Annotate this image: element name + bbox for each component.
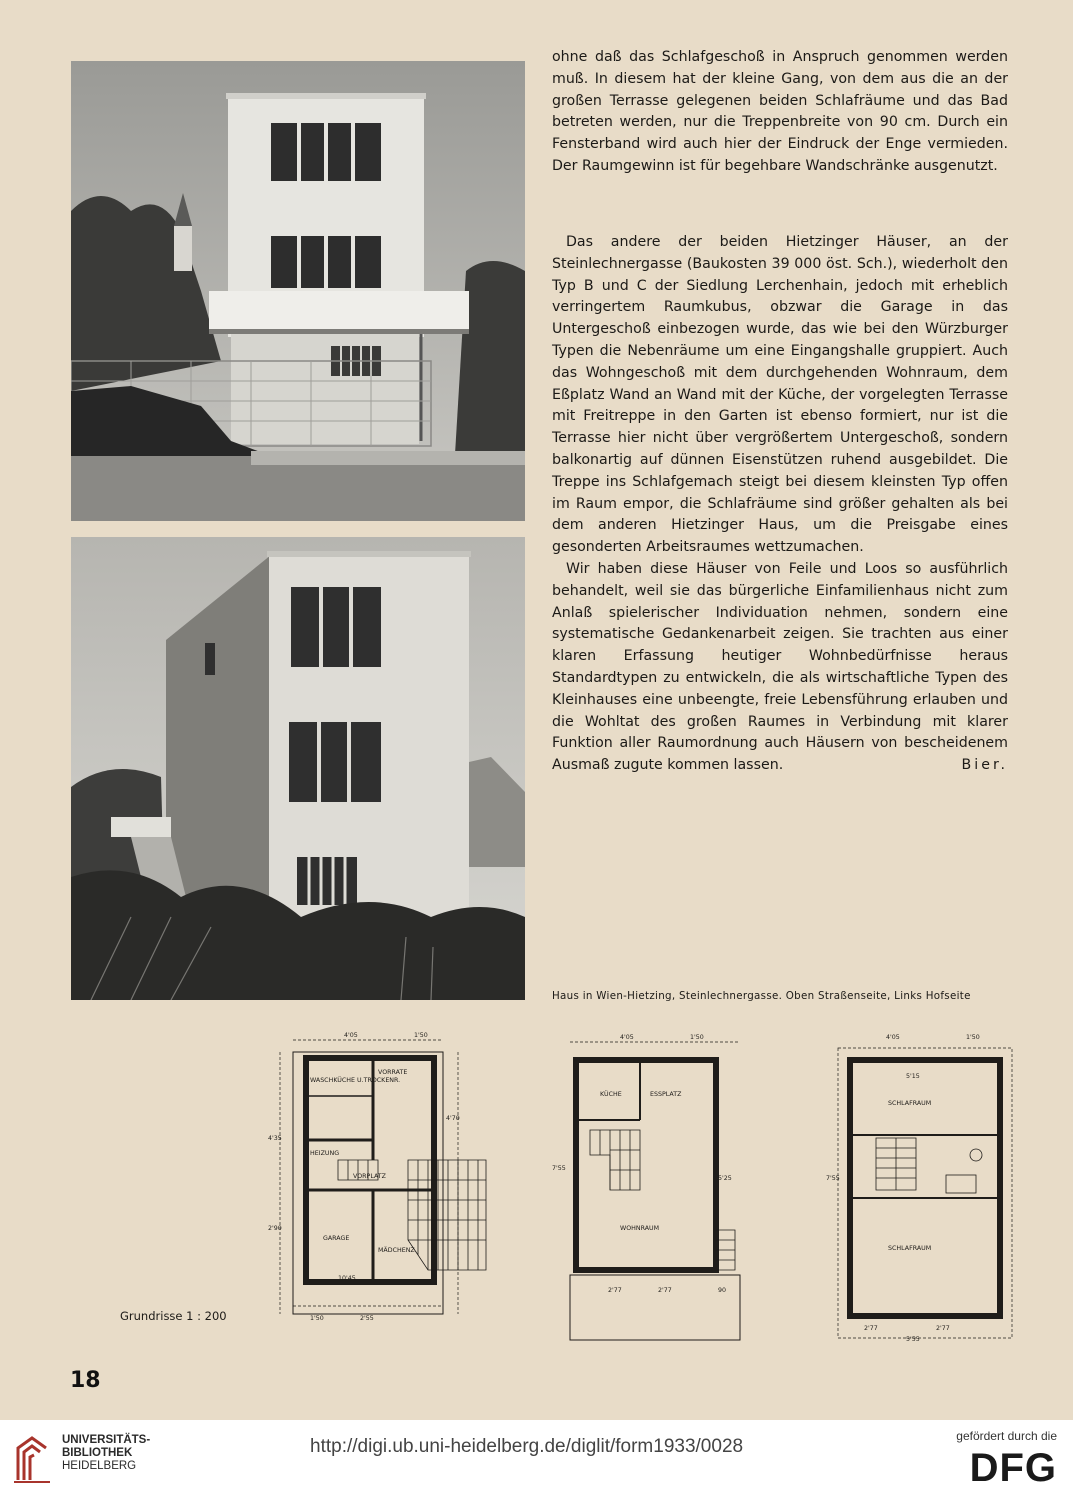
university-line-1: UNIVERSITÄTS- bbox=[62, 1434, 151, 1446]
dimension-label: 4'05 bbox=[886, 1034, 900, 1041]
dimension-label: 2'90 bbox=[268, 1225, 282, 1232]
room-label: KÜCHE bbox=[600, 1091, 622, 1098]
dimension-label: 7'55 bbox=[552, 1165, 566, 1172]
dimension-label: 90 bbox=[718, 1287, 727, 1294]
dimension-label: 2'77 bbox=[608, 1287, 622, 1294]
photo-caption: Haus in Wien-Hietzing, Steinlechnergasse. Oben Straßenseite, Links Hofseite bbox=[552, 990, 971, 1002]
dimension-label: 4'70 bbox=[446, 1115, 460, 1122]
room-label: GARAGE bbox=[323, 1235, 350, 1242]
dimension-label: 2'77 bbox=[864, 1325, 878, 1332]
dimension-label: 2'77 bbox=[658, 1287, 672, 1294]
article-paragraph-1: ohne daß das Schlafgeschoß in Anspruch genommen werden muß. In diesem hat der kleine Gang, von dem aus die an der großen Terrasse gelegenen beiden Schlafräume und das Bad betreten werden, nur die Treppenbreite von 90 cm. Durch ein Fensterband wird auch hier der Eindruck der Enge vermieden. Der Raumgewinn ist für begehbare Wandschränke ausgenutzt. bbox=[552, 49, 1008, 174]
room-label: WOHNRAUM bbox=[620, 1225, 660, 1232]
room-label: ESSPLATZ bbox=[650, 1091, 682, 1098]
room-label: VORPLATZ bbox=[353, 1173, 386, 1180]
footer bbox=[0, 1420, 1073, 1494]
dfg-logo[interactable]: DFG bbox=[969, 1446, 1057, 1490]
room-label: WASCHKÜCHE U.TROCKENR. bbox=[310, 1077, 401, 1084]
university-line-3: HEIDELBERG bbox=[62, 1460, 137, 1472]
dimension-label: 7'55 bbox=[826, 1175, 840, 1182]
floor-plan-living bbox=[550, 1030, 750, 1342]
dimension-label: 4'05 bbox=[344, 1032, 358, 1039]
dimension-label: 2'55 bbox=[360, 1315, 374, 1322]
university-line-2: BIBLIOTHEK bbox=[62, 1447, 133, 1459]
dimension-label: 1'50 bbox=[310, 1315, 324, 1322]
article-paragraphs bbox=[552, 232, 1008, 777]
room-label: MÄDCHENZ. bbox=[378, 1247, 417, 1254]
room-label: SCHLAFRAUM bbox=[888, 1100, 932, 1107]
dimension-label: 2'77 bbox=[936, 1325, 950, 1332]
author-signature: Bier. bbox=[961, 757, 1008, 774]
dimension-label: 1'50 bbox=[966, 1034, 980, 1041]
university-name bbox=[62, 1434, 150, 1473]
article-paragraph-3 bbox=[552, 559, 1008, 777]
room-label: HEIZUNG bbox=[310, 1150, 340, 1157]
floor-plan-bedroom bbox=[826, 1030, 1016, 1342]
room-label: SCHLAFRAUM bbox=[888, 1245, 932, 1252]
funding-note: gefördert durch die bbox=[956, 1429, 1057, 1443]
dimension-label: 5'55 bbox=[906, 1336, 920, 1342]
room-label: VORRATE bbox=[378, 1069, 408, 1076]
university-logo-icon[interactable] bbox=[10, 1430, 54, 1486]
dimension-label: 5'25 bbox=[718, 1175, 732, 1182]
document-url-link[interactable]: http://digi.ub.uni-heidelberg.de/diglit/form1933/0028 bbox=[310, 1436, 744, 1457]
floor-plan-ground bbox=[268, 1030, 498, 1322]
photo-garden-side bbox=[71, 537, 525, 1000]
dimension-label: 4'35 bbox=[268, 1135, 282, 1142]
dimension-label: 1'50 bbox=[690, 1034, 704, 1041]
article-paragraph-2: Das andere der beiden Hietzinger Häuser, an der Steinlechnergasse (Baukosten 39 000 öst. Sch.), wiederholt den Typ B und C der Siedlung Lerchenhain, jedoch mit erheblich verringertem Raumkubus, obzwar die Garage in das Untergeschoß einbezogen wurde, das wie bei den Würzburger Typen die Nebenräume um eine Eingangshalle gruppiert. Auch das Wohngeschoß mit dem durchgehenden Wohnraum, dem Eßplatz Wand an Wand mit der Küche, der vorgelegten Terrasse mit Freitreppe in den Garten ist ebenso formiert, nur ist die Terrasse hier nicht über vergrößertem Untergeschoß, sondern balkonartig auf dünnen Eisenstützen ruhend ausgebildet. Die Treppe ins Schlafgemach steigt bei diesem kleinsten Typ offen im Raum empor, die Schlafräume sind größer gehalten als bei dem anderen Hietzinger Haus, um die Preisgabe eines gesonderten Arbeitsraumes wettzumachen. bbox=[552, 234, 1008, 556]
dimension-label: 5'15 bbox=[906, 1073, 920, 1080]
dimension-label: 1'50 bbox=[414, 1032, 428, 1039]
dimension-label: 4'05 bbox=[620, 1034, 634, 1041]
photo-street-side bbox=[71, 61, 525, 521]
page-number: 18 bbox=[70, 1368, 101, 1393]
dimension-label: 10'45 bbox=[338, 1275, 356, 1282]
plans-scale-label: Grundrisse 1 : 200 bbox=[120, 1309, 227, 1323]
paragraph-3-text: Wir haben diese Häuser von Feile und Loos so ausführlich behandelt, weil sie das bürgerliche Einfamilienhaus nicht zum Anlaß spielerischer Individuation nehmen, sondern eine systematische Gedankenarbeit zeigen. Sie trachten aus einer klaren Erfassung heutiger Wohnbedürfnisse heraus Standardtypen zu entwickeln, die als wirtschaftliche Typen des Kleinhauses eine unbeengte, freie Lebensführung erlauben und die Wohltat des großen Raumes in Verbindung mit klarer Funktion aller Raumordnung auch Häusern von bescheidenem Ausmaß zugute kommen lassen. bbox=[552, 560, 1008, 774]
